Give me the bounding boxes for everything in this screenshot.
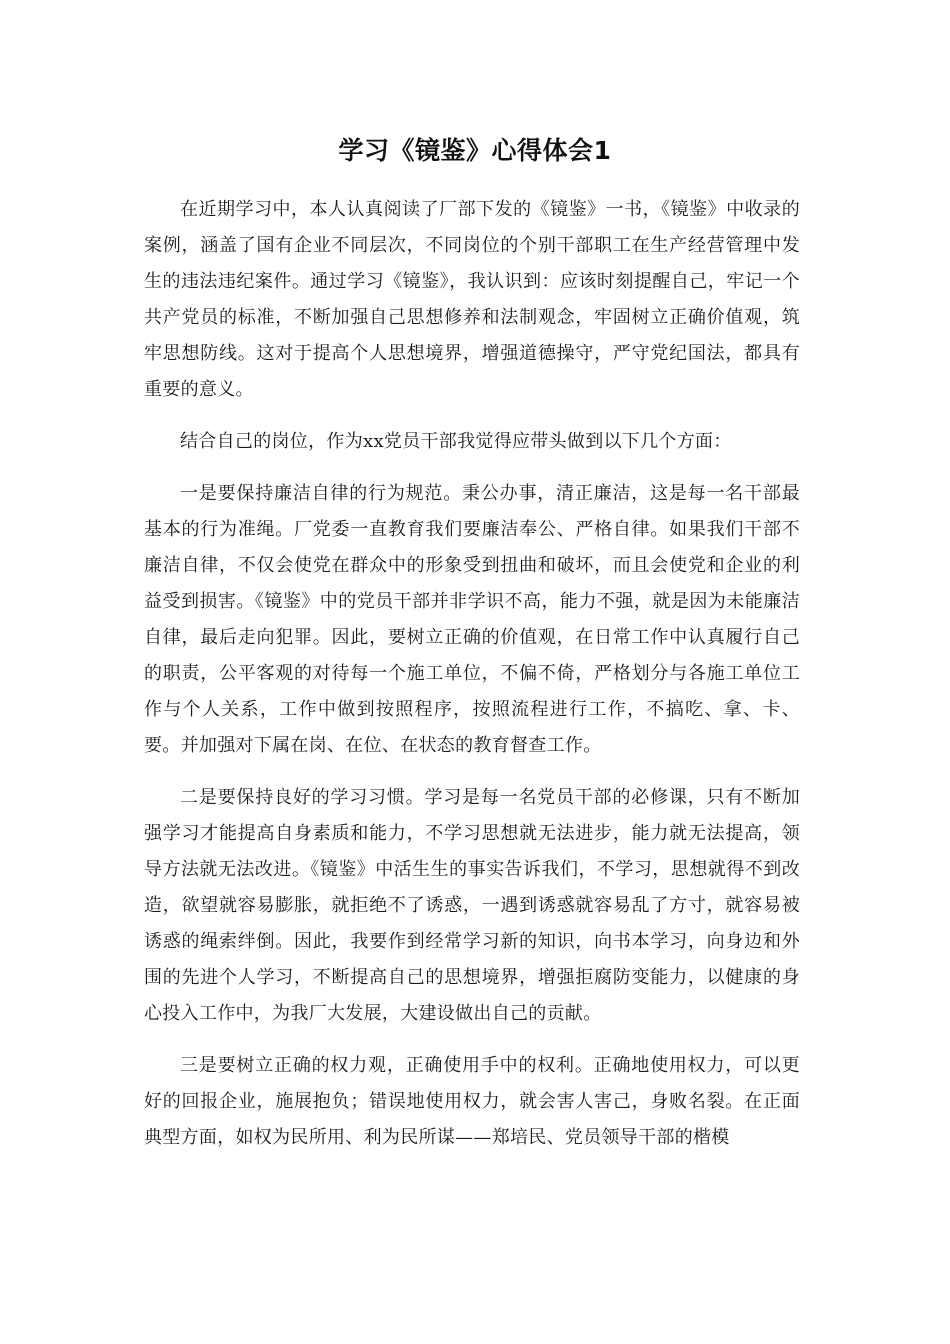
paragraph-point-one: 一是要保持廉洁自律的行为规范。秉公办事，清正廉洁，这是每一名干部最基本的行为准绳。厂党委一直教育我们要廉洁奉公、严格自律。如果我们干部不廉洁自律，不仅会使党在群众中的形象受到扭曲和破坏，而且会使党和企业的利益受到损害。《镜鉴》中的党员干部并非学识不高，能力不强，就是因为未能廉洁自律，最后走向犯罪。因此，要树立正确的价值观，在日常工作中认真履行自己的职责，公平客观的对待每一个施工单位，不偏不倚，严格划分与各施工单位工作与个人关系，工作中做到按照程序，按照流程进行工作，不搞吃、拿、卡、要。并加强对下属在岗、在位、在状态的教育督查工作。	[144, 483, 800, 756]
paragraph-point-three: 三是要树立正确的权力观，正确使用手中的权利。正确地使用权力，可以更好的回报企业，施展抱负；错误地使用权力，就会害人害己，身败名裂。在正面典型方面，如权为民所用、利为民所谋——郑培民、党员领导干部的楷模	[144, 1055, 800, 1148]
paragraph-intro: 在近期学习中，本人认真阅读了厂部下发的《镜鉴》一书，《镜鉴》中收录的案例，涵盖了国有企业不同层次，不同岗位的个别干部职工在生产经营管理中发生的违法违纪案件。通过学习《镜鉴》，我认识到：应该时刻提醒自己，牢记一个共产党员的标准，不断加强自己思想修养和法制观念，牢固树立正确价值观，筑牢思想防线。这对于提高个人思想境界，增强道德操守，严守党纪国法，都具有重要的意义。	[144, 199, 800, 400]
paragraph-position: 结合自己的岗位，作为xx党员干部我觉得应带头做到以下几个方面：	[180, 431, 732, 452]
document-title: 学习《镜鉴》心得体会1	[338, 136, 612, 165]
document-body	[144, 192, 800, 1172]
paragraph-point-two: 二是要保持良好的学习习惯。学习是每一名党员干部的必修课，只有不断加强学习才能提高自身素质和能力，不学习思想就无法进步，能力就无法提高，领导方法就无法改进。《镜鉴》中活生生的事实告诉我们，不学习，思想就得不到改造，欲望就容易膨胀，就拒绝不了诱惑，一遇到诱惑就容易乱了方寸，就容易被诱惑的绳索绊倒。因此，我要作到经常学习新的知识，向书本学习，向身边和外围的先进个人学习，不断提高自己的思想境界，增强拒腐防变能力，以健康的身心投入工作中，为我厂大发展，大建设做出自己的贡献。	[144, 787, 800, 1024]
